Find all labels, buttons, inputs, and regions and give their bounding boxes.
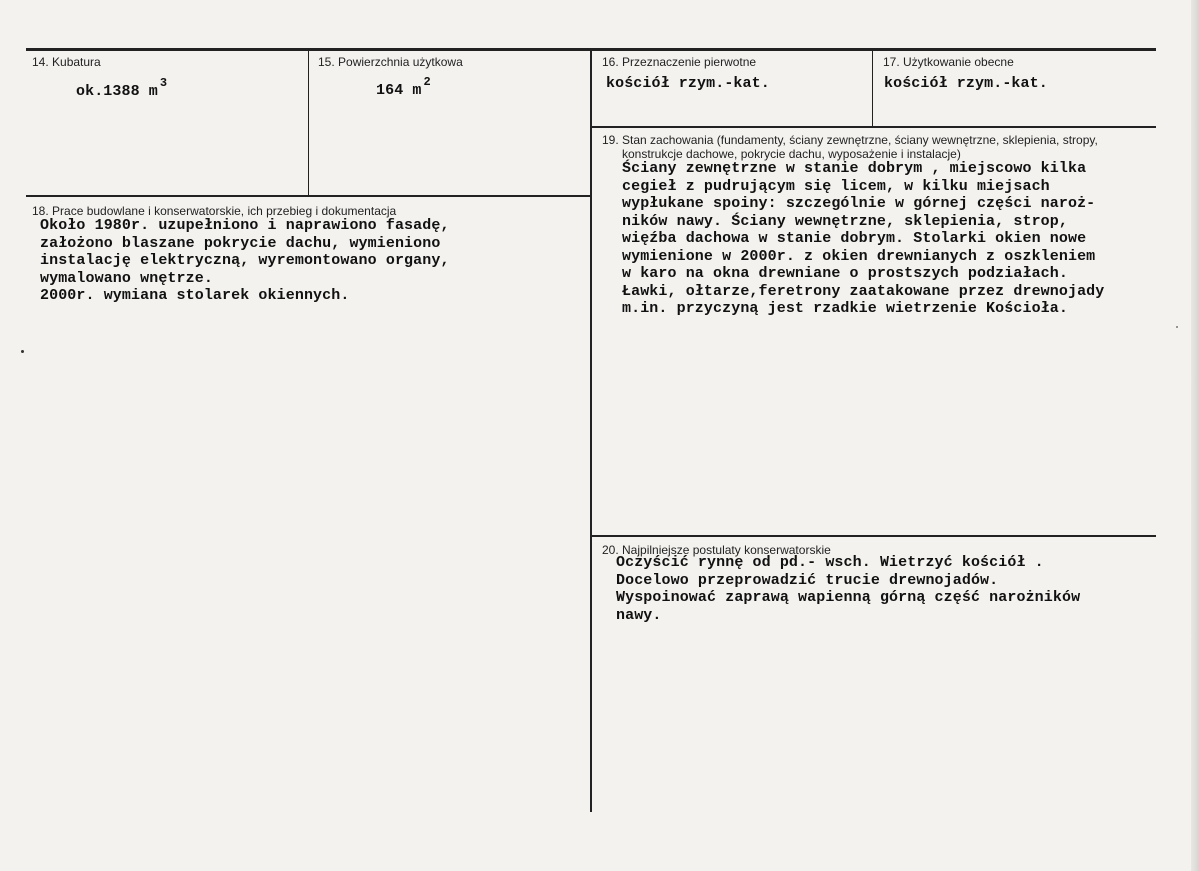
stan-zachowania-label-line-2: konstrukcje dachowe, pokrycie dachu, wyposażenie i instalacje) [622, 147, 961, 161]
stan-line-6: wymienione w 2000r. z okien drewnianych z oszkleniem [622, 247, 1096, 265]
stan-line-7: w karo na okna drewniane o prostszych podziałach. [622, 265, 1068, 282]
prace-line-4: wymalowano wnętrze. [40, 269, 213, 287]
stan-line-2: cegieł z pudrującym się licem, w kilku miejsach [622, 177, 1050, 195]
postulaty-line-4: nawy. [616, 606, 662, 624]
stan-line-9: m.in. przyczyną jest rzadkie wietrzenie Kościoła. [622, 300, 1068, 317]
prace-line-5: 2000r. wymiana stolarek okiennych. [40, 287, 350, 304]
powierzchnia-value-text: 164 m [376, 82, 422, 99]
stan-line-8: Ławki, ołtarze,feretrony zaatakowane przez drewnojady [622, 282, 1105, 300]
kubatura-unit-exponent: 3 [159, 76, 168, 90]
prace-line-2: założono blaszane pokrycie dachu, wymieniono [40, 234, 441, 252]
stan-line-3: wypłukane spoiny: szczególnie w górnej części naroż- [622, 195, 1096, 212]
przeznaczenie-label: 16. Przeznaczenie pierwotne [602, 55, 757, 69]
vertical-divider-main [590, 48, 592, 812]
kubatura-label: 14. Kubatura [32, 55, 101, 69]
kubatura-value [76, 76, 168, 102]
powierzchnia-value [376, 75, 431, 101]
prace-line-3: instalację elektryczną, wyremontowano organy, [40, 252, 450, 269]
stan-line-4: ników nawy. Ściany wewnętrzne, sklepienia, strop, [622, 212, 1068, 230]
przeznaczenie-value: kościół rzym.-kat. [606, 75, 770, 92]
powierzchnia-label: 15. Powierzchnia użytkowa [318, 55, 463, 69]
uzytkowanie-value: kościół rzym.-kat. [884, 75, 1048, 92]
lower-right-horizontal-line [591, 535, 1156, 537]
postulaty-line-2: Docelowo przeprowadzić trucie drewnojadów. [616, 571, 999, 589]
vertical-divider-14-15 [308, 48, 309, 196]
postulaty-line-3: Wyspoinować zaprawą wapienną górną część narożników [616, 589, 1081, 606]
mid-right-horizontal-line [591, 126, 1156, 128]
vertical-divider-16-17 [872, 48, 873, 127]
postulaty-label: 20. Najpilniejsze postulaty konserwatorskie [602, 543, 831, 557]
powierzchnia-unit-exponent: 2 [423, 75, 431, 89]
uzytkowanie-label: 17. Użytkowanie obecne [883, 55, 1014, 69]
stan-zachowania-label-line-1: 19. Stan zachowania (fundamenty, ściany zewnętrzne, ściany wewnętrzne, sklepienia, stropy, [602, 133, 1098, 147]
prace-budowlane-label: 18. Prace budowlane i konserwatorskie, ich przebieg i dokumentacja [32, 204, 397, 218]
kubatura-value-text: ok.1388 m [76, 83, 158, 100]
stan-line-1: Ściany zewnętrzne w stanie dobrym , miejscowo kilka [622, 160, 1087, 177]
stray-ink-dot [1176, 326, 1178, 328]
postulaty-line-1: Oczyścić rynnę od pd.- wsch. Wietrzyć kościół . [616, 554, 1044, 571]
card-edge-shadow [1191, 0, 1199, 871]
prace-line-1: Około 1980r. uzupełniono i naprawiono fasadę, [40, 217, 450, 234]
stan-line-5: więźba dachowa w stanie dobrym. Stolarki okien nowe [622, 230, 1087, 247]
stray-ink-dot [21, 350, 24, 353]
